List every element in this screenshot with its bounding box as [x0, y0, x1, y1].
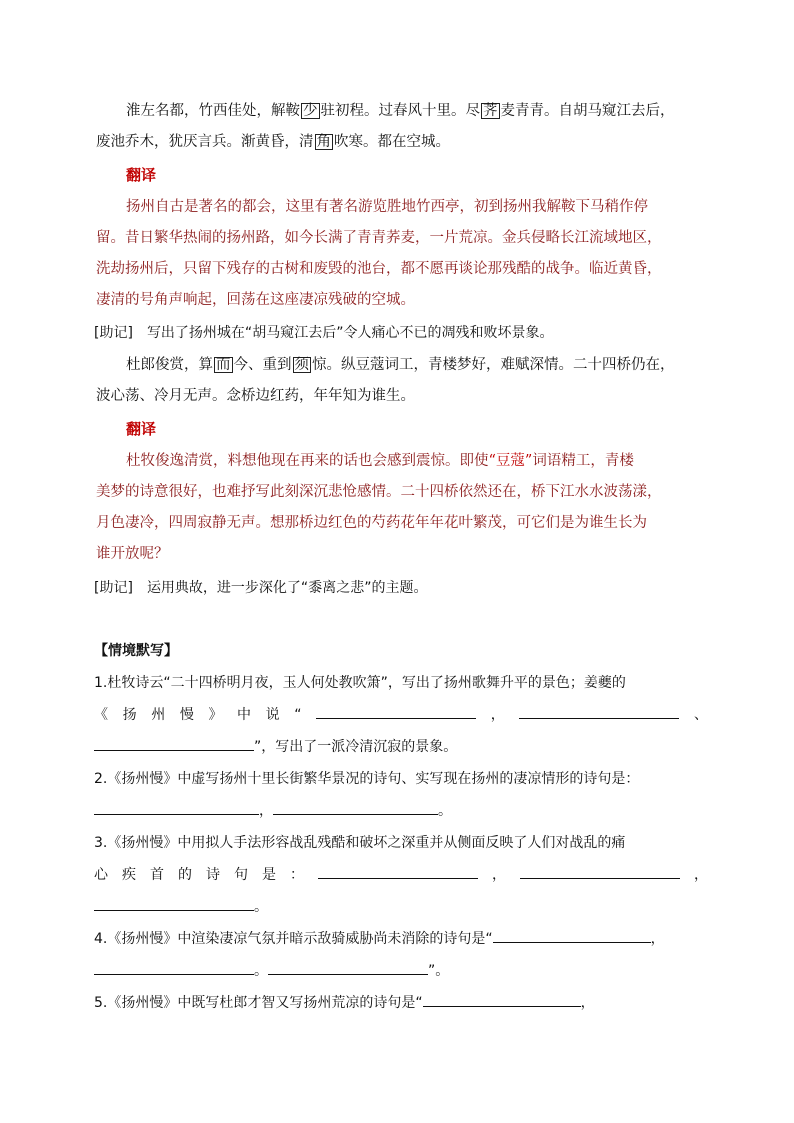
- translation-line: 美梦的诗意很好，也难抒写此刻深沉悲怆感情。二十四桥依然还在，桥下江水水波荡漾，: [96, 484, 662, 500]
- translation-line: 扬州自古是著名的都会，这里有著名游览胜地竹西亭，初到扬州我解鞍下马稍作停: [126, 199, 648, 215]
- question-char: 扬: [122, 707, 137, 723]
- note-text: 写出了扬州城在“胡马窥江去后”令人痛心不已的凋残和败坏景象。: [146, 325, 554, 341]
- boxed-character: 角: [316, 134, 331, 150]
- answer-blank[interactable]: [268, 956, 428, 975]
- memory-note-2: [94, 573, 714, 604]
- question-char: “: [294, 707, 302, 723]
- poem-line: [96, 96, 706, 127]
- translation-heading: 翻译: [126, 420, 157, 438]
- translation-line: 洗劫扬州后，只留下残存的古树和废毁的池台，都不愿再谈论那残酷的战争。临近黄昏，: [96, 261, 662, 277]
- answer-blank[interactable]: [316, 700, 476, 719]
- separator: ，: [694, 867, 708, 883]
- separator: 。: [254, 963, 268, 979]
- translation-text: 杜牧俊逸清赏，料想他现在再来的话也会感到震惊。即使: [126, 453, 489, 469]
- translation-line: 月色凄冷，四周寂静无声。想那桥边红色的芍药花年年花叶繁茂，可它们是为谁生长为: [96, 515, 647, 531]
- translation-2: [96, 446, 706, 570]
- separator: ，: [492, 867, 506, 883]
- exercise-section: [94, 635, 708, 1019]
- translation-line: 留。昔日繁华热闹的扬州路，如今长满了青青荞麦，一片荒凉。金兵侵略长江流域地区，: [96, 230, 662, 246]
- translation-heading: 翻译: [126, 166, 157, 184]
- question-char: 《: [94, 707, 108, 723]
- note-label: [助记]: [94, 580, 133, 596]
- boxed-character: 须: [294, 357, 309, 373]
- poem-stanza-1: [96, 96, 706, 158]
- question-char: 疾: [122, 867, 136, 883]
- question-1-line-1: 1.杜牧诗云“二十四桥明月夜，玉人何处教吹箫”，写出了扬州歌舞升平的景色；姜夔的: [94, 675, 626, 691]
- separator: ，: [580, 995, 595, 1011]
- note-text: 运用典故，进一步深化了“黍离之悲”的主题。: [146, 580, 428, 596]
- poem-text: 废池乔木，犹厌言兵。渐黄昏，清: [96, 134, 314, 150]
- separator: ，: [650, 931, 665, 947]
- question-char: 是: [262, 867, 276, 883]
- separator: ，: [259, 803, 273, 819]
- answer-blank[interactable]: [423, 988, 581, 1007]
- translation-line: 凄清的号角声响起，回荡在这座凄凉残破的空城。: [96, 292, 415, 308]
- poem-stanza-2: [96, 350, 706, 412]
- translation-text: 词语精工，青楼: [532, 453, 634, 469]
- separator: ，: [490, 707, 505, 723]
- poem-line: [96, 350, 706, 381]
- question-char: 州: [151, 707, 166, 723]
- answer-blank[interactable]: [94, 956, 254, 975]
- translation-line: 谁开放呢？: [96, 546, 169, 562]
- question-char: 慢: [179, 707, 194, 723]
- poem-text: 今、重到: [233, 357, 292, 373]
- answer-blank[interactable]: [519, 700, 679, 719]
- question-char: 中: [237, 707, 252, 723]
- question-char: ：: [290, 867, 304, 883]
- question-2-line-1: 2.《扬州慢》中虚写扬州十里长街繁华景况的诗句、实写现在扬州的凄凉情形的诗句是：: [94, 771, 640, 787]
- question-5-line-1: [94, 987, 708, 1019]
- poem-line: [96, 127, 706, 158]
- question-3-line-3: [94, 891, 708, 923]
- separator: 。: [438, 803, 452, 819]
- answer-blank[interactable]: [94, 732, 254, 751]
- boxed-character: 少: [303, 103, 318, 119]
- question-text: ”，写出了一派冷清沉寂的景象。: [254, 739, 458, 755]
- question-text: 4.《扬州慢》中渲染凄凉气氛并暗示敌骑威胁尚未消除的诗句是“: [94, 931, 493, 947]
- poem-text: 惊。纵豆蔻词工，青楼梦好，难赋深情。二十四桥仍在，: [312, 357, 675, 373]
- note-label: [助记]: [94, 325, 133, 341]
- question-1-line-3: [94, 731, 708, 763]
- translation-1: [96, 192, 706, 316]
- question-char: 心: [94, 867, 108, 883]
- section-title: 【情境默写】: [94, 643, 178, 659]
- boxed-character: 而: [216, 357, 231, 373]
- answer-blank[interactable]: [520, 860, 680, 879]
- question-char: 说: [265, 707, 280, 723]
- translation-line: [96, 446, 706, 477]
- question-3-line-2: [94, 859, 708, 891]
- question-3-line-1: 3.《扬州慢》中用拟人手法形容战乱残酷和破坏之深重并从侧面反映了人们对战乱的痛: [94, 835, 626, 851]
- memory-note-1: [94, 318, 714, 349]
- question-1-line-2: [94, 699, 708, 731]
- answer-blank[interactable]: [318, 860, 478, 879]
- question-char: 诗: [206, 867, 220, 883]
- boxed-character: 荠: [483, 103, 498, 119]
- question-2-line-2: [94, 795, 708, 827]
- question-char: 的: [178, 867, 192, 883]
- poem-text: 驻初程。过春风十里。尽: [320, 103, 480, 119]
- poem-text: 麦青青。自胡马窥江去后，: [500, 103, 675, 119]
- answer-blank[interactable]: [94, 892, 254, 911]
- answer-blank[interactable]: [273, 796, 438, 815]
- question-4-line-2: [94, 955, 708, 987]
- quoted-term: “豆蔻”: [488, 453, 533, 469]
- separator: ”。: [428, 963, 450, 979]
- poem-text: 淮左名都，竹西佳处，解鞍: [126, 103, 300, 119]
- answer-blank[interactable]: [94, 796, 259, 815]
- question-char: 首: [150, 867, 164, 883]
- poem-text: 吹寒。都在空城。: [334, 134, 450, 150]
- question-text: 5.《扬州慢》中既写杜郎才智又写扬州荒凉的诗句是“: [94, 995, 423, 1011]
- answer-blank[interactable]: [493, 924, 651, 943]
- separator: 、: [693, 707, 708, 723]
- question-char: 》: [208, 707, 223, 723]
- poem-line: 波心荡、冷月无声。念桥边红药，年年知为谁生。: [96, 388, 415, 404]
- separator: 。: [254, 899, 268, 915]
- question-char: 句: [234, 867, 248, 883]
- question-4-line-1: [94, 923, 708, 955]
- poem-text: 杜郎俊赏，算: [126, 357, 213, 373]
